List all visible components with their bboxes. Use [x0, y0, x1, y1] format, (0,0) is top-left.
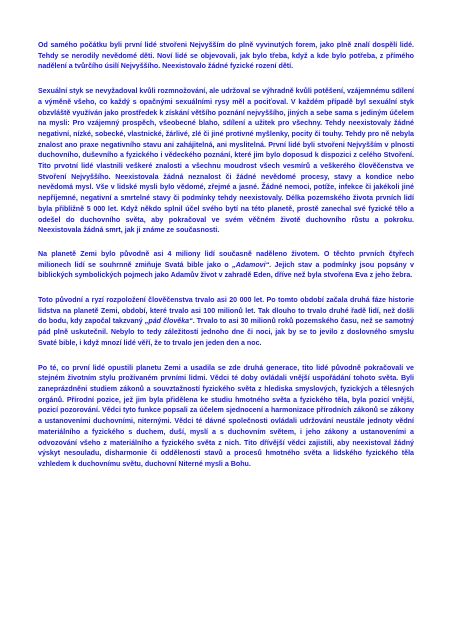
paragraph-5: Po té, co první lidé opustili planetu Zemi a usadila se zde druhá generace, tito lidé původně pokračovali ve stejném životním stylu prožívaném prvními lidmi. Vědci té doby ovládali vnější uspořádání tohoto světa. Byli zaneprázdněni studiem zákonů a souvztažností fyzického světa z hlediska smyslových, fyzických a tělesných orgánů. Přírodní pozice, jež jim byla přidělena ke studiu hmotného světa a fyzického těla, byla pozicí vnější, pozicí pozorování. Vědci tyto funkce popsali za účelem sjednocení a harmonizace přírodních zákonů se zákony a ustanoveními duchovními, niternými. Vědci té dávné společnosti ovládali udržování neustále jednoty vědní materiálního a fyzického s duchem, duší, myslí a s duchovním světem, i jeho zákony a ustanoveními a odvozování všeho z materiálního a fyzického světa z nich. Tito dřívější vědci zajistili, aby neexistoval žádný výskyt nesouladu, disharmonie či oddělenosti stavů a procesů hmotného světa a lidského fyzického těla vzhledem k duchovnímu světu, duchovní Niterné mysli a Bohu. — [38, 363, 414, 468]
paragraph-4-emphasis: „pád člověka“ — [144, 317, 193, 326]
paragraph-4-text-before: Toto původní a ryzí rozpoložení člověčenstva trvalo asi 20 000 let. Po tomto období začala druhá fáze historie lidstva na planetě Zemi, období, které trvalo asi 100 milionů let. Tak dlouho to trvalo druhé řadě lidí, než došli do bodu, kdy započal takzvaný — [38, 296, 414, 326]
paragraph-3-emphasis: „Adamovi“ — [232, 260, 270, 269]
paragraph-2: Sexuální styk se nevyžadoval kvůli rozmnožování, ale udržoval se výhradně kvůli potěšení, vzájemnému sdílení a výměně všeho, co každý s opačnými sexuálními rysy měl a pociťoval. V každém případě byl sexuální styk obzvláště využíván jako prostředek k získání většího poznání nejvyššího, jiných a sebe sama s jediným účelem na mysli: Pro vzájemný prospěch, všeobecné blaho, sdílení a užitek pro všechny. Tehdy neexistovaly žádné negativní, nízké, sobecké, vlastnické, žárlivé, zlé či jiné protivné myšlenky, pocity či touhy. Tehdy pro ně nebyla znalost ano praxe negativního stavu ani zahájitelná, ani myslitelná. První lidé byli stvořeni Nejvyšším v plnosti duchovního, duševního a fyzického i vědeckého poznání, které jim bylo doposud k dispozici z celého Stvoření. Tito prvotní lidé vlastnili veškeré znalosti a všechnu moudrost všech vesmírů a veškerého člověčenstva ve Stvoření Nejvyššího. Neexistovala žádná neznalost či žádné nevědomé procesy, stavy a kondice nebo nevědomá mysl. Vše v lidské mysli bylo vědomé, zřejmé a jasné. Žádné nemoci, potíže, infekce či jakékoli jiné nepříjemné, negativní a smrtelné stavy či podmínky tehdy neexistovaly. Délka pozemského života prvních lidí byla přibližně 5 000 let. Když někdo splnil účel svého bytí na této planetě, prostě zanechal své fyzické tělo a odešel do duchovního světa, aby pokračoval ve svém věčném životě duchovního růstu a pokroku. Neexistovala žádná smrt, jak ji známe ze současnosti. — [38, 87, 414, 235]
paragraph-4 — [38, 295, 414, 349]
document-body — [38, 40, 414, 484]
paragraph-3-text-before: Na planetě Zemi bylo původně asi 4 miliony lidí současně naděleno životem. O těchto prvních čtyřech milionech lidí se souhrnně zmiňuje Svatá bible jako o — [38, 249, 414, 269]
paragraph-4-text-after: . Trvalo to asi 30 milionů roků pozemského času, než se samotný pád plně uskutečnil. Nebylo to tedy záležitostí jednoho dne či noci, jak by se to jevilo z doslovného smyslu Svaté bible, i když mnozí lidé věří, že to trvalo jen jeden den a noc. — [38, 317, 414, 347]
paragraph-3-text-after: . Jejich stav a podmínky jsou popsány v biblických symbolických pojmech jako Adamův život v zahradě Eden, dříve než byla stvořena Eva z jeho žebra. — [38, 260, 414, 280]
paragraph-3 — [38, 249, 414, 281]
paragraph-1: Od samého počátku byli první lidé stvořeni Nejvyšším do plně vyvinutých forem, jako plně znalí dospělí lidé. Tehdy se nerodily nevědomé děti. Noví lidé se objevovali, jak bylo třeba, když a kde bylo potřeba, z přímého nadělení a tvůrčího úsilí Nejvyššího. Neexistovalo žádné fyzické rození dětí. — [38, 41, 414, 71]
